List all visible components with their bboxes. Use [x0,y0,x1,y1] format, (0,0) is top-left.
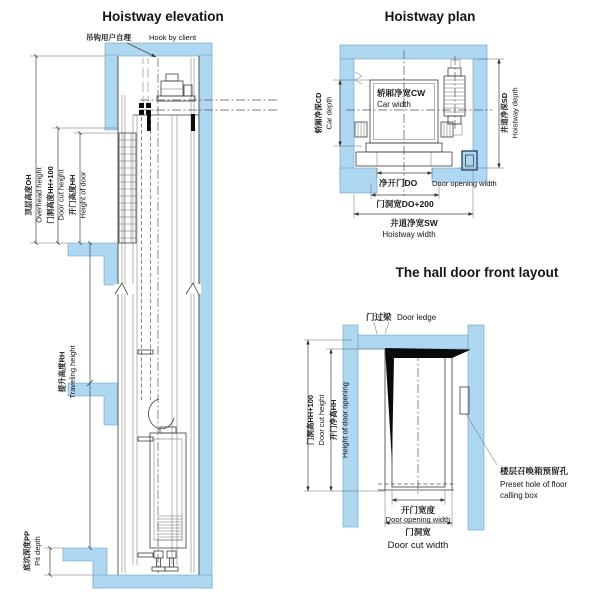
hall-door-dimensions [304,340,452,527]
car-width-label-zh: 轿厢净宽CW [377,88,426,98]
door-height-label-zh: 开门高度HH [68,174,77,216]
hall-cut-height-label-zh: 门洞高HH+100 [306,394,315,446]
door-opening-width-label-en: Door opening width [432,179,497,188]
pit-depth-label-zh: 底坑深度PP [22,530,32,572]
hall-opening-width-label-en: Door opening width [385,515,451,524]
top-landing-door [119,133,136,243]
door-ledge-label-zh: 门过梁 [366,312,392,322]
call-box-label-en2: calling box [500,491,538,500]
traveling-height-label-en: Traveling height [68,345,77,399]
hook-label-en: Hook by client [149,33,197,42]
hall-cut-width-label-zh: 门洞宽 [405,527,431,537]
machine-plan [444,56,465,130]
hall-cut-width-label-en: Door cut width [387,540,449,551]
hall-call-box [462,151,477,170]
hall-opening-width-label-zh: 开门宽度 [400,505,436,515]
elevation-title: Hoistway elevation [102,9,224,24]
traction-machine [157,74,195,101]
hoistway-plan [313,9,520,239]
plan-title: Hoistway plan [384,9,476,24]
call-box-label-zh: 楼层召唤箱预留孔 [500,466,569,476]
door-cut-height-label-en: Door cut height [56,169,66,221]
elevation-dimensions [30,56,118,575]
hook-label-zh: 吊钩用户自理 [86,33,131,42]
car-width-label-en: Car width [377,100,411,109]
door-cut-height-label-zh: 门洞高度HH+100 [46,166,55,224]
hoistway-depth-label-en: Hoistway depth [510,87,520,139]
hall-cut-height-label-en: Door cut height [317,394,326,446]
hoistway-width-label-zh: 井道净宽SW [390,218,438,228]
hoistway-width-label-en: Hoistway width [382,230,436,239]
door-cut-width-label-zh: 门洞宽DO+200 [376,199,434,209]
pit-buffers [152,551,178,571]
hall-door-layout [304,265,569,551]
door-opening-width-label-zh: 净开门DO [379,178,418,188]
door-ledge-label-en: Door ledge [397,313,437,322]
car-depth-label-zh: 轿厢净深CD [314,92,323,134]
elevator-car [150,427,186,548]
elevation-shaft-drawing [114,56,278,575]
car-depth-label-en: Car depth [324,96,334,130]
overhead-height-label-en: Overhead height [34,167,44,223]
hall-door-title: The hall door front layout [395,265,559,280]
pit-depth-label-en: Pit depth [33,536,42,566]
hoistway-depth-label-zh: 井道净深SD [500,92,509,134]
elevation-walls [63,43,212,588]
hall-opening-height-label-en: Height of door opening [340,382,350,458]
call-box-hole [460,387,469,414]
plan-walls [340,45,487,193]
hall-opening-height-label-zh: 开门净高HH [329,399,338,441]
overhead-height-label-zh: 顶层高度OH [24,174,33,216]
door-panel-edge [385,348,471,358]
traveling-height-label-zh: 提升高度RH [57,351,67,393]
door-height-label-en: Height of door [78,171,88,219]
hoistway-elevation [22,9,279,588]
call-box-label-en1: Preset hole of floor [500,480,568,489]
